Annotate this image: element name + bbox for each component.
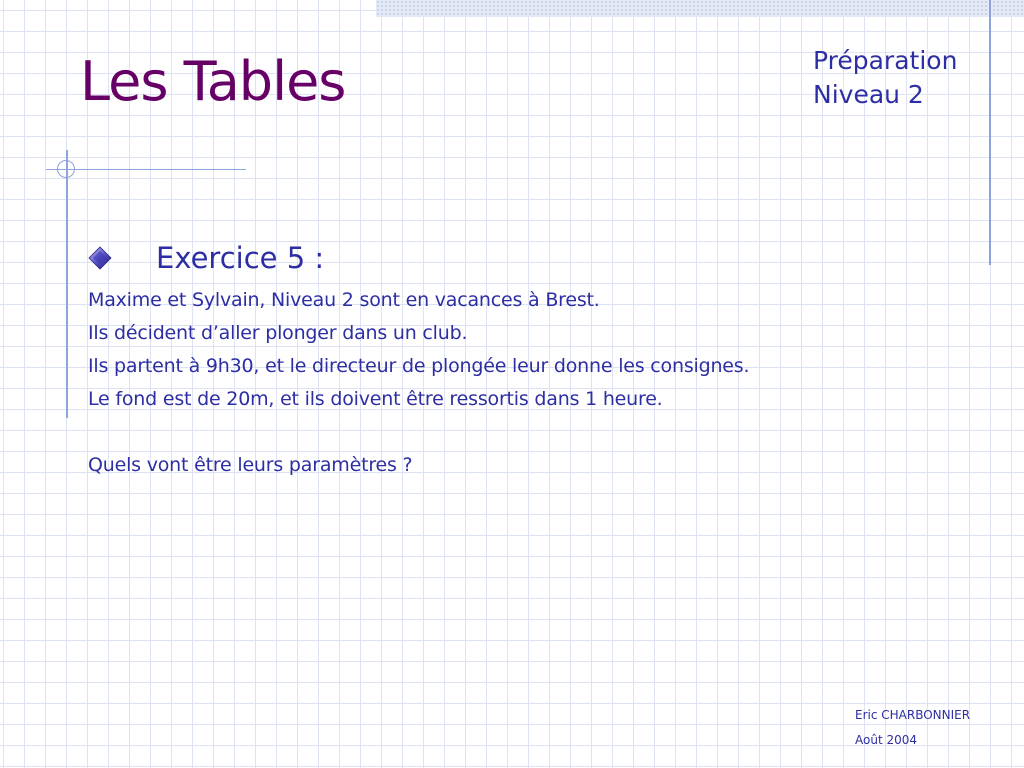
subtitle-line-2: Niveau 2 [813,80,924,109]
body-line: Ils décident d’aller plonger dans un club. [88,322,468,344]
vertical-rule-left [66,150,68,418]
footer-date: Août 2004 [855,733,918,747]
rule-circle-ornament [57,160,75,178]
bullet-heading-text: Exercice 5 : [156,241,325,275]
slide-footer [855,703,970,753]
slide-body [88,284,749,482]
diamond-bullet-icon [88,246,112,270]
body-question: Quels vont être leurs paramètres ? [88,454,413,476]
body-line: Maxime et Sylvain, Niveau 2 sont en vacances à Brest. [88,289,600,311]
footer-author: Eric CHARBONNIER [855,708,971,722]
horizontal-rule [46,169,246,170]
decorative-pattern-band [376,0,1024,17]
vertical-rule-right [989,0,991,265]
body-line: Ils partent à 9h30, et le directeur de plongée leur donne les consignes. [88,355,750,377]
slide-subtitle [813,44,957,112]
body-line: Le fond est de 20m, et ils doivent être ressortis dans 1 heure. [88,388,663,410]
body-line-blank [88,416,749,449]
bullet-heading [88,240,324,276]
slide-title: Les Tables [80,50,346,113]
subtitle-line-1: Préparation [813,46,958,75]
